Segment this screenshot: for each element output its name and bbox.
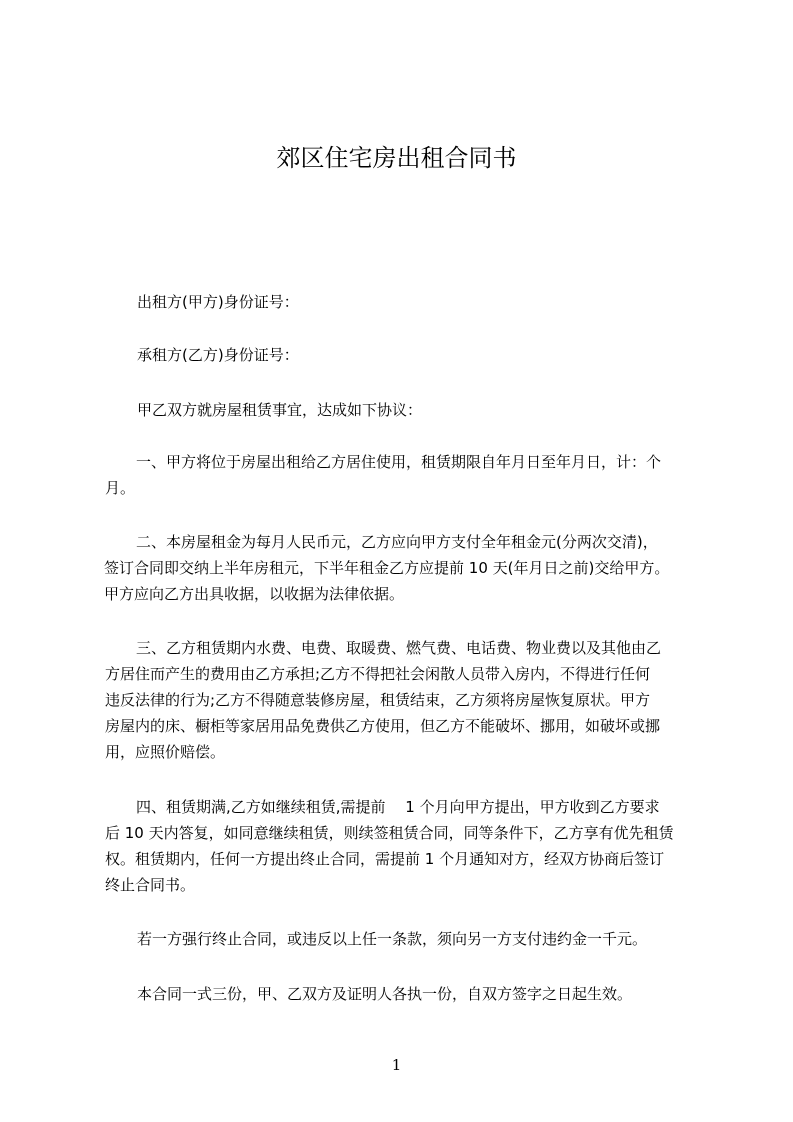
clause-2-line-2: 签订合同即交纳上半年房租元，下半年租金乙方应提前 10 天(年月日之前)交给甲方。	[104, 559, 670, 577]
clause-4-line-4: 终止合同书。	[105, 876, 196, 894]
clause-3-line-5: 用，应照价赔偿。	[105, 743, 226, 761]
page-number: 1	[391, 1056, 402, 1074]
paragraph-lessor-id: 出租方(甲方)身份证号：	[137, 293, 299, 311]
paragraph-agreement-intro: 甲乙双方就房屋租赁事宜，达成如下协议：	[137, 401, 423, 419]
clause-3-line-1: 三、乙方租赁期内水费、电费、取暖费、燃气费、电话费、物业费以及其他由乙	[136, 639, 662, 657]
clause-1-line-2: 月。	[105, 479, 136, 497]
effectiveness-clause: 本合同一式三份，甲、乙双方及证明人各执一份，自双方签字之日起生效。	[137, 985, 633, 1003]
document-title: 郊区住宅房出租合同书	[276, 144, 517, 172]
clause-2-line-3: 甲方应向乙方出具收据，以收据为法律依据。	[104, 585, 405, 603]
clause-1-line-1: 一、甲方将位于房屋出租给乙方居住使用，租赁期限自年月日至年月日，计：个	[136, 453, 662, 471]
clause-4-line-2: 后 10 天内答复，如同意继续租赁，则续签租赁合同，同等条件下，乙方享有优先租赁	[105, 824, 674, 842]
clause-2-line-1: 二、本房屋租金为每月人民币元，乙方应向甲方支付全年租金元(分两次交清)，	[136, 533, 658, 551]
penalty-clause: 若一方强行终止合同，或违反以上任一条款，须向另一方支付违约金一千元。	[137, 930, 648, 948]
clause-3-line-2: 方居住而产生的费用由乙方承担;乙方不得把社会闲散人员带入房内，不得进行任何	[105, 665, 651, 683]
clause-4-line-1: 四、租赁期满,乙方如继续租赁,需提前 1 个月向甲方提出，甲方收到乙方要求	[136, 798, 660, 816]
clause-3-line-3: 违反法律的行为;乙方不得随意装修房屋，租赁结束，乙方须将房屋恢复原状。甲方	[105, 691, 651, 709]
clause-3-line-4: 房屋内的床、橱柜等家居用品免费供乙方使用，但乙方不能破坏、挪用，如破坏或挪	[105, 717, 661, 735]
paragraph-lessee-id: 承租方(乙方)身份证号：	[137, 346, 299, 364]
clause-4-line-3: 权。租赁期内，任何一方提出终止合同，需提前 1 个月通知对方，经双方协商后签订	[105, 850, 665, 868]
